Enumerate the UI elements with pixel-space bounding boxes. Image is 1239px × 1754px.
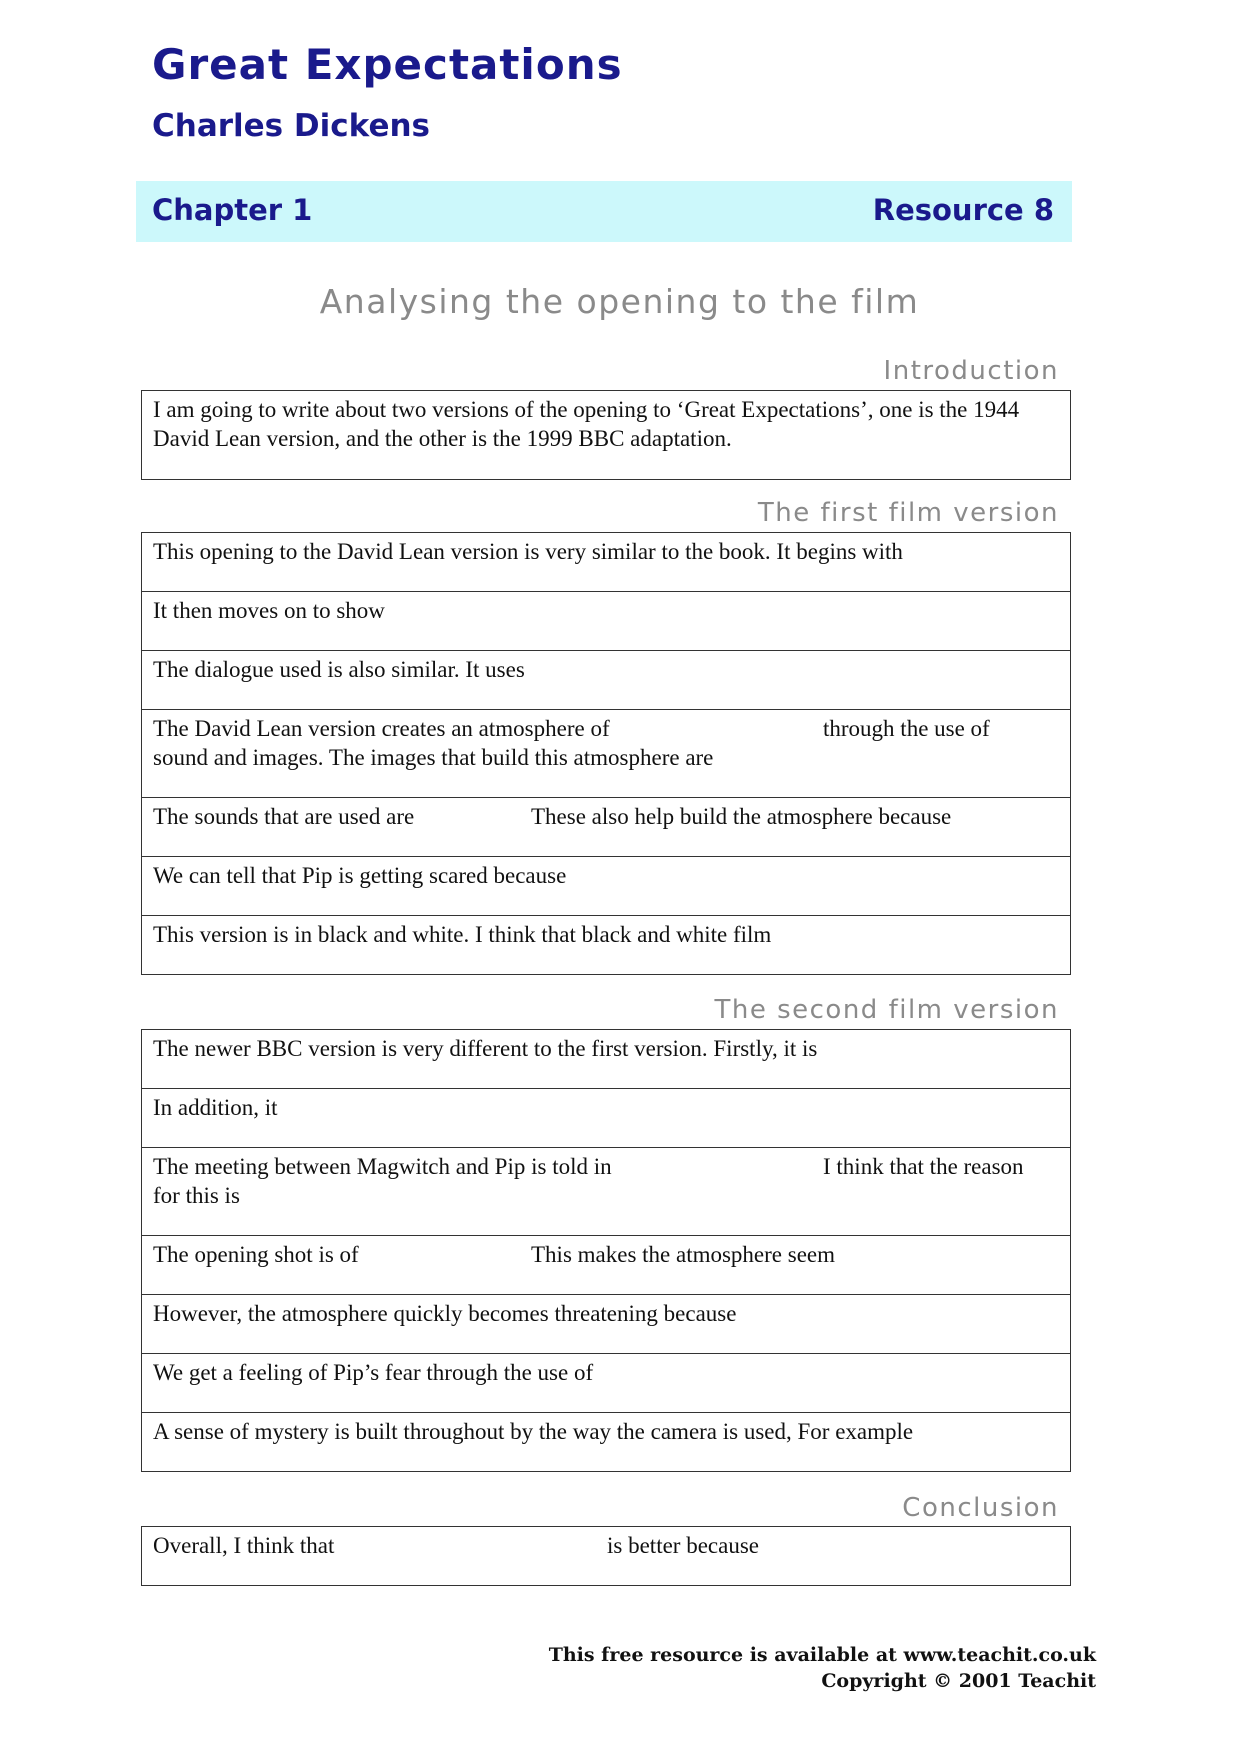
document-author: Charles Dickens xyxy=(152,108,430,144)
writing-row[interactable]: The dialogue used is also similar. It uses xyxy=(142,651,1070,710)
document-title: Great Expectations xyxy=(152,40,623,89)
main-heading: Analysing the opening to the film xyxy=(319,282,920,321)
footer-copyright: Copyright © 2001 Teachit xyxy=(821,1670,1096,1692)
writing-row[interactable] xyxy=(142,1527,1070,1585)
section-label-first-film: The first film version xyxy=(757,498,1059,528)
row-text-continued: sound and images. The images that build this atmosphere are xyxy=(153,745,714,770)
writing-row[interactable]: However, the atmosphere quickly becomes threatening because xyxy=(142,1295,1070,1354)
row-text-start: Overall, I think that xyxy=(153,1533,335,1558)
row-text-start: The David Lean version creates an atmosphere of xyxy=(153,716,610,741)
footer xyxy=(549,1642,1096,1694)
resource-label: Resource 8 xyxy=(872,193,1054,227)
writing-row[interactable] xyxy=(142,1148,1070,1236)
introduction-box xyxy=(141,390,1071,480)
row-text-start: The sounds that are used are xyxy=(153,804,415,829)
row-text-continued: for this is xyxy=(153,1183,240,1208)
row-text-middle: through the use of xyxy=(823,716,990,741)
chapter-band xyxy=(136,181,1072,242)
writing-row[interactable] xyxy=(142,798,1070,857)
first-film-box xyxy=(141,532,1071,975)
footer-availability: This free resource is available at www.teachit.co.uk xyxy=(548,1644,1096,1666)
section-label-conclusion: Conclusion xyxy=(902,1493,1059,1523)
row-text-start: The meeting between Magwitch and Pip is told in xyxy=(153,1154,612,1179)
conclusion-box xyxy=(141,1526,1071,1586)
row-text-middle: This makes the atmosphere seem xyxy=(531,1242,836,1267)
writing-row[interactable]: The newer BBC version is very different to the first version. Firstly, it is xyxy=(142,1030,1070,1089)
writing-row[interactable]: This version is in black and white. I think that black and white film xyxy=(153,922,772,947)
writing-row[interactable]: We can tell that Pip is getting scared because xyxy=(142,857,1070,916)
row-text-middle: is better because xyxy=(607,1533,759,1558)
writing-row[interactable] xyxy=(142,1236,1070,1295)
writing-row[interactable]: A sense of mystery is built throughout by the way the camera is used, For example xyxy=(153,1419,914,1444)
writing-row[interactable]: This opening to the David Lean version is very similar to the book. It begins with xyxy=(142,533,1070,592)
row-text-middle: I think that the reason xyxy=(823,1154,1024,1179)
writing-row[interactable] xyxy=(142,710,1070,798)
writing-row[interactable]: We get a feeling of Pip’s fear through the use of xyxy=(142,1354,1070,1413)
section-label-second-film: The second film version xyxy=(714,995,1059,1025)
section-label-introduction: Introduction xyxy=(883,356,1059,386)
chapter-label: Chapter 1 xyxy=(152,193,313,227)
row-text-start: The opening shot is of xyxy=(153,1242,359,1267)
writing-row[interactable]: It then moves on to show xyxy=(142,592,1070,651)
writing-row[interactable]: I am going to write about two versions of the opening to ‘Great Expectations’, one is the 1944 David Lean version, and the other is the 1999 BBC adaptation. xyxy=(153,397,1020,451)
row-text-middle: These also help build the atmosphere because xyxy=(531,804,952,829)
writing-row[interactable]: In addition, it xyxy=(142,1089,1070,1148)
second-film-box xyxy=(141,1029,1071,1472)
